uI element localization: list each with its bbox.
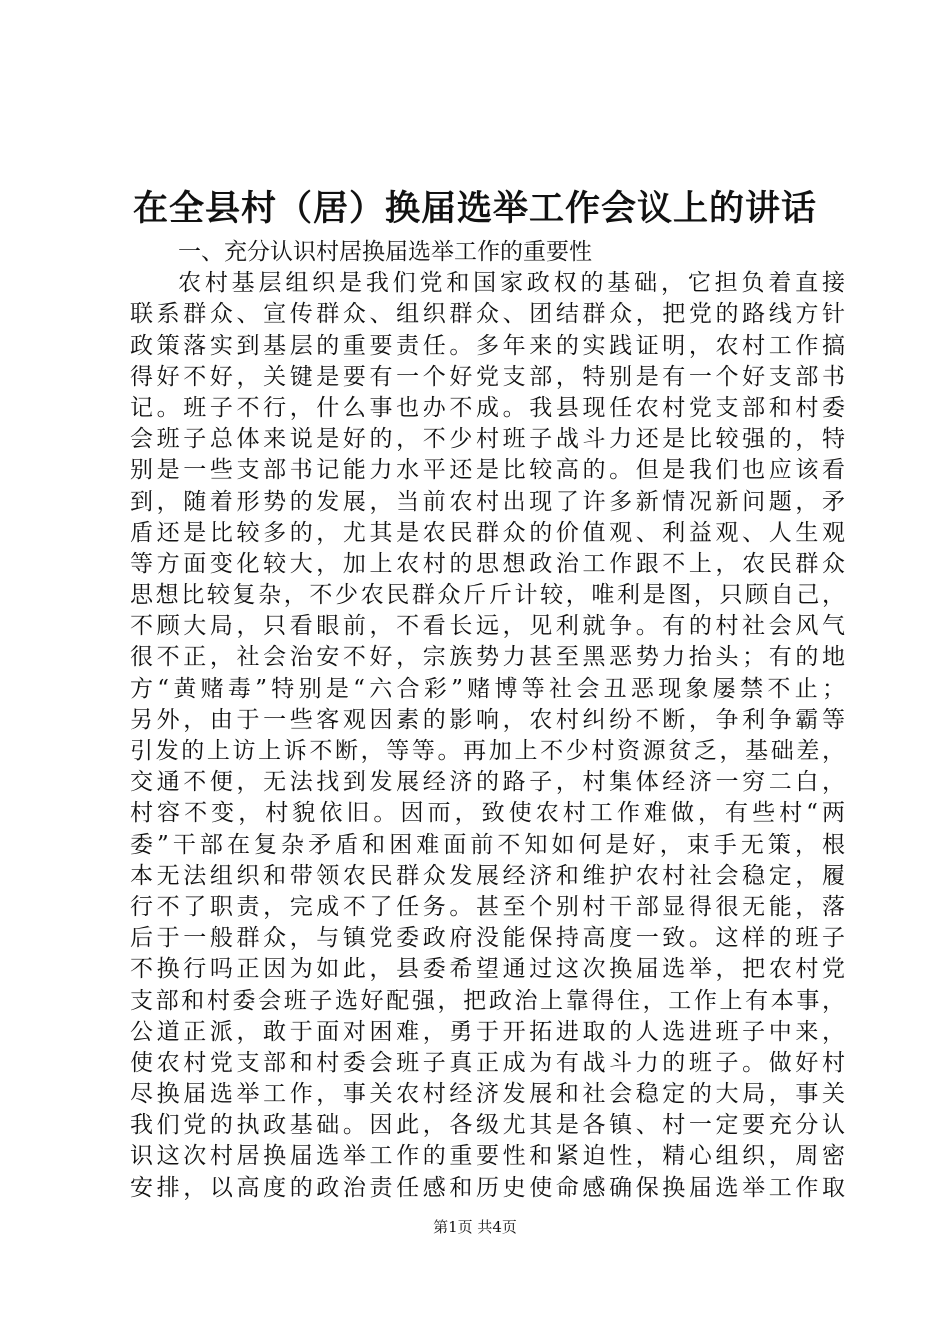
- paragraph-line: 支部和村委会班子选好配强，把政治上靠得住，工作上有本事，: [130, 987, 845, 1014]
- paragraph-line: 公道正派，敢于面对困难，勇于开拓进取的人选进班子中来，: [130, 1018, 845, 1045]
- paragraph: [130, 268, 845, 1204]
- paragraph-line: 政策落实到基层的重要责任。多年来的实践证明，农村工作搞: [130, 332, 845, 359]
- paragraph-line: 委”干部在复杂矛盾和困难面前不知如何是好，束手无策，根: [130, 831, 845, 858]
- paragraph-line: 盾还是比较多的，尤其是农民群众的价值观、利益观、人生观: [130, 519, 845, 546]
- paragraph-line: 我们党的执政基础。因此，各级尤其是各镇、村一定要充分认: [130, 1112, 845, 1139]
- document-body: [130, 237, 845, 1204]
- paragraph-line: 很不正，社会治安不好，宗族势力甚至黑恶势力抬头；有的地: [130, 644, 845, 671]
- section-heading: 一、充分认识村居换届选举工作的重要性: [178, 239, 592, 265]
- paragraph-line: 联系群众、宣传群众、组织群众、团结群众，把党的路线方针: [130, 301, 845, 328]
- paragraph-line: 不换行吗正因为如此，县委希望通过这次换届选举，把农村党: [130, 956, 845, 983]
- paragraph-line: 会班子总体来说是好的，不少村班子战斗力还是比较强的，特: [130, 426, 845, 453]
- paragraph-line: 尽换届选举工作，事关农村经济发展和社会稳定的大局，事关: [130, 1081, 845, 1108]
- paragraph-line: 不顾大局，只看眼前，不看长远，见利就争。有的村社会风气: [130, 613, 845, 640]
- paragraph-line: 识这次村居换届选举工作的重要性和紧迫性，精心组织，周密: [130, 1143, 845, 1170]
- paragraph-line: 到，随着形势的发展，当前农村出现了许多新情况新问题，矛: [130, 488, 845, 515]
- paragraph-line: 另外，由于一些客观因素的影响，农村纠纷不断，争利争霸等: [130, 706, 845, 733]
- page-footer: 第1页 共4页: [433, 1218, 517, 1236]
- paragraph-line: 本无法组织和带领农民群众发展经济和维护农村社会稳定，履: [130, 862, 845, 889]
- document-title: 在全县村（居）换届选举工作会议上的讲话: [132, 188, 817, 229]
- paragraph-line: 得好不好，关键是要有一个好党支部，特别是有一个好支部书: [130, 363, 845, 390]
- paragraph-line: 安排，以高度的政治责任感和历史使命感确保换届选举工作取: [130, 1174, 845, 1201]
- paragraph-line: 记。班子不行，什么事也办不成。我县现任农村党支部和村委: [130, 394, 845, 421]
- paragraph-line: 行不了职责，完成不了任务。甚至个别村干部显得很无能，落: [130, 893, 845, 920]
- paragraph-line: 使农村党支部和村委会班子真正成为有战斗力的班子。做好村: [130, 1049, 845, 1076]
- paragraph-line: 交通不便，无法找到发展经济的路子，村集体经济一穷二白，: [130, 769, 845, 796]
- paragraph-line: 村容不变，村貌依旧。因而，致使农村工作难做，有些村“两: [130, 800, 845, 827]
- paragraph-line: 引发的上访上诉不断，等等。再加上不少村资源贫乏，基础差，: [130, 738, 845, 764]
- paragraph-line: 方“黄赌毒”特别是“六合彩”赌博等社会丑恶现象屡禁不止；: [130, 675, 845, 702]
- paragraph-line: 后于一般群众，与镇党委政府没能保持高度一致。这样的班子: [130, 925, 845, 952]
- paragraph-line: 农村基层组织是我们党和国家政权的基础，它担负着直接: [178, 270, 845, 297]
- paragraph-line: 别是一些支部书记能力水平还是比较高的。但是我们也应该看: [130, 457, 845, 484]
- paragraph-line: 等方面变化较大，加上农村的思想政治工作跟不上，农民群众: [130, 550, 845, 577]
- paragraph-line: 思想比较复杂，不少农民群众斤斤计较，唯利是图，只顾自己，: [130, 582, 845, 609]
